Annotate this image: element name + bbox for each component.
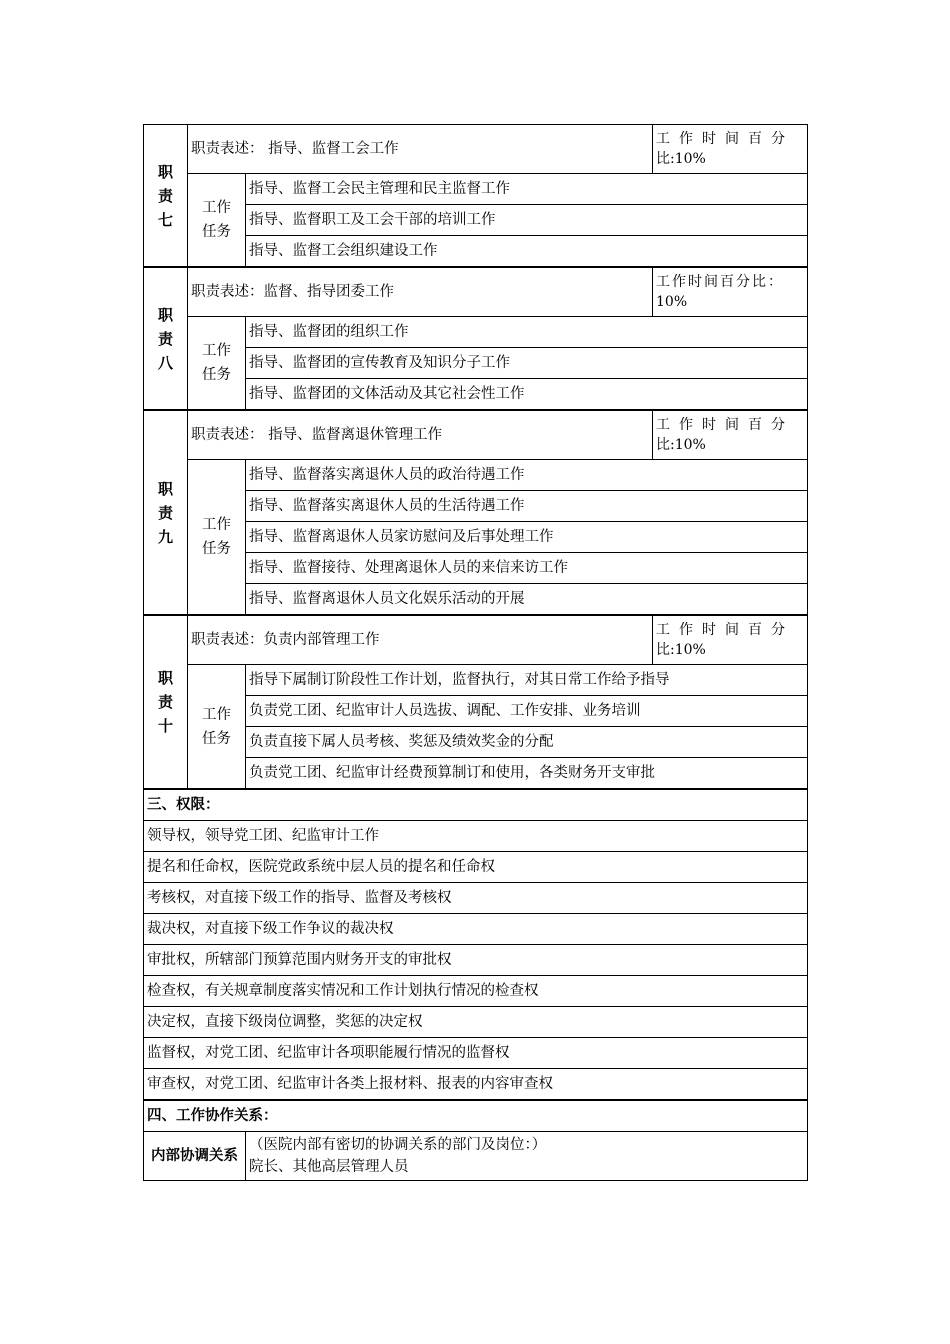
authority-item: 提名和任命权，医院党政系统中层人员的提名和任命权 <box>144 852 808 883</box>
authority-row <box>144 852 808 883</box>
authority-row <box>144 1069 808 1101</box>
task-item: 指导、监督工会民主管理和民主监督工作 <box>246 174 808 205</box>
authority-item: 裁决权，对直接下级工作争议的裁决权 <box>144 914 808 945</box>
task-item: 指导、监督离退休人员文化娱乐活动的开展 <box>246 584 808 616</box>
duty-label-char: 八 <box>157 353 173 372</box>
cooperation-section <box>144 1100 808 1181</box>
task-label-line: 工作 <box>202 517 231 533</box>
task-item: 负责直接下属人员考核、奖惩及绩效奖金的分配 <box>246 727 808 758</box>
work-time-label: 工作时间百分 <box>656 417 795 433</box>
duty-desc-row <box>144 410 808 460</box>
task-label <box>188 317 246 411</box>
task-item: 负责党工团、纪监审计经费预算制订和使用，各类财务开支审批 <box>246 758 808 790</box>
work-time-percentage <box>653 615 808 665</box>
authority-row <box>144 1038 808 1069</box>
task-label <box>188 665 246 790</box>
duty-label-char: 职 <box>157 305 173 324</box>
authority-item: 审批权，所辖部门预算范围内财务开支的审批权 <box>144 945 808 976</box>
authority-item: 考核权，对直接下级工作的指导、监督及考核权 <box>144 883 808 914</box>
task-label-line: 任务 <box>202 224 231 240</box>
duty-desc-row <box>144 125 808 174</box>
work-time-value: 比:10% <box>656 642 706 658</box>
internal-coordination-label: 内部协调关系 <box>144 1132 246 1181</box>
duty-label-char: 责 <box>157 503 173 522</box>
cooperation-title: 四、工作协作关系： <box>144 1100 808 1132</box>
task-item: 指导、监督工会组织建设工作 <box>246 236 808 268</box>
duty-desc-row <box>144 615 808 665</box>
authority-row <box>144 821 808 852</box>
work-time-label: 工作时间百分比： <box>656 274 785 290</box>
duty-label-char: 责 <box>157 329 173 348</box>
work-time-percentage <box>653 410 808 460</box>
work-time-value: 比:10% <box>656 151 706 167</box>
task-item: 指导、监督离退休人员家访慰问及后事处理工作 <box>246 522 808 553</box>
task-row <box>144 174 808 205</box>
duty-label-char: 十 <box>157 717 173 735</box>
task-item: 指导、监督落实离退休人员的生活待遇工作 <box>246 491 808 522</box>
work-time-value: 10% <box>656 294 688 310</box>
authority-row <box>144 976 808 1007</box>
duty-description: 职责表述：负责内部管理工作 <box>188 615 653 665</box>
work-time-label: 工作时间百分 <box>656 622 795 638</box>
authority-item: 监督权，对党工团、纪监审计各项职能履行情况的监督权 <box>144 1038 808 1069</box>
work-time-value: 比:10% <box>656 437 706 453</box>
duty-table <box>143 124 808 1181</box>
task-row <box>144 460 808 491</box>
duty-label-char: 责 <box>157 693 173 711</box>
task-label-line: 工作 <box>202 343 231 359</box>
duty-label-char: 九 <box>157 527 173 546</box>
task-label-line: 任务 <box>202 730 231 747</box>
authority-section <box>144 789 808 1100</box>
duty-label-char: 职 <box>157 162 173 181</box>
work-time-percentage <box>653 125 808 174</box>
task-row <box>144 317 808 348</box>
authority-row <box>144 883 808 914</box>
duty-label <box>144 125 188 268</box>
task-item: 指导下属制订阶段性工作计划，监督执行，对其日常工作给予指导 <box>246 665 808 696</box>
task-label-line: 工作 <box>202 200 231 216</box>
authority-item: 审查权，对党工团、纪监审计各类上报材料、报表的内容审查权 <box>144 1069 808 1101</box>
task-row <box>144 665 808 696</box>
task-item: 指导、监督职工及工会干部的培训工作 <box>246 205 808 236</box>
task-label <box>188 174 246 268</box>
internal-coordination-row <box>144 1132 808 1181</box>
work-time-label: 工作时间百分 <box>656 131 795 147</box>
task-item: 指导、监督团的文体活动及其它社会性工作 <box>246 379 808 411</box>
duty-description: 职责表述：监督、指导团委工作 <box>188 267 653 317</box>
duty-label-char: 职 <box>157 669 173 687</box>
internal-coordination-note: （医院内部有密切的协调关系的部门及岗位：） <box>249 1137 547 1153</box>
authority-row <box>144 945 808 976</box>
task-label-line: 工作 <box>202 706 231 723</box>
work-time-percentage <box>653 267 808 317</box>
task-item: 负责党工团、纪监审计人员选拔、调配、工作安排、业务培训 <box>246 696 808 727</box>
task-item: 指导、监督接待、处理离退休人员的来信来访工作 <box>246 553 808 584</box>
duty-label-char: 七 <box>157 210 173 229</box>
duty-description: 职责表述： 指导、监督工会工作 <box>188 125 653 174</box>
authority-item: 领导权，领导党工团、纪监审计工作 <box>144 821 808 852</box>
duty-description: 职责表述： 指导、监督离退休管理工作 <box>188 410 653 460</box>
duty-label-char: 职 <box>157 479 173 498</box>
task-label-line: 任务 <box>202 541 231 557</box>
duty-label-char: 责 <box>157 186 173 205</box>
task-label <box>188 460 246 616</box>
duty-label <box>144 615 188 789</box>
duty-label <box>144 410 188 615</box>
task-item: 指导、监督团的组织工作 <box>246 317 808 348</box>
task-item: 指导、监督团的宣传教育及知识分子工作 <box>246 348 808 379</box>
authority-title: 三、权限： <box>144 789 808 821</box>
task-item: 指导、监督落实离退休人员的政治待遇工作 <box>246 460 808 491</box>
authority-item: 决定权，直接下级岗位调整，奖惩的决定权 <box>144 1007 808 1038</box>
authority-header-row <box>144 789 808 821</box>
authority-row <box>144 914 808 945</box>
internal-coordination-value: 院长、其他高层管理人员 <box>249 1159 409 1175</box>
task-label-line: 任务 <box>202 367 231 383</box>
document-page <box>143 124 807 1181</box>
authority-item: 检查权，有关规章制度落实情况和工作计划执行情况的检查权 <box>144 976 808 1007</box>
cooperation-header-row <box>144 1100 808 1132</box>
internal-coordination-content <box>246 1132 808 1181</box>
duty-desc-row <box>144 267 808 317</box>
duty-label <box>144 267 188 410</box>
authority-row <box>144 1007 808 1038</box>
